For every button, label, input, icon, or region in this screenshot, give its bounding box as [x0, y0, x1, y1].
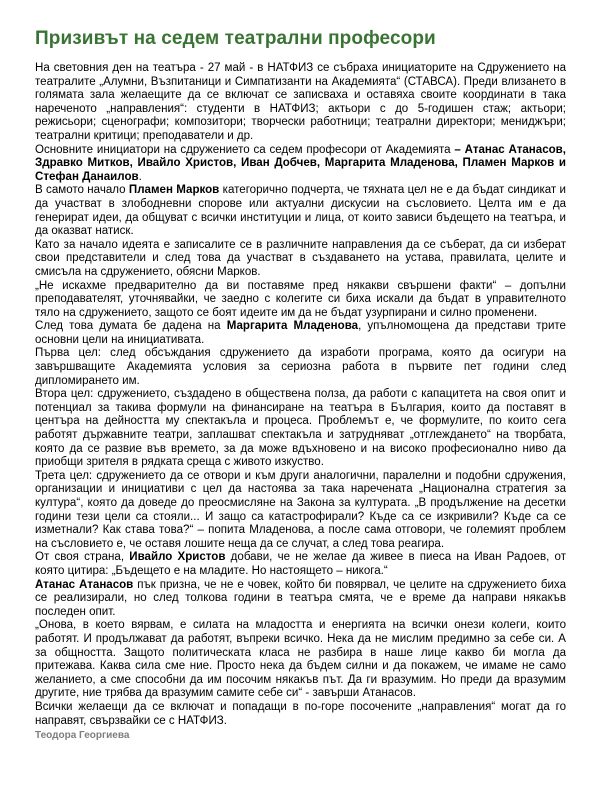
paragraph-text: Като за начало идеята е записалите се в различните направления да се съберат, да си изберат свои представители и след това да участват в създаването на устава, правилата, целите и смисъла на сдружението, обясни Марков.: [35, 238, 566, 278]
paragraph: [35, 579, 566, 620]
bold-name-text: Ивайло Христов: [129, 551, 226, 564]
bold-name-text: Маргарита Младенова: [226, 320, 359, 333]
paragraph: [35, 144, 566, 185]
paragraph: [35, 280, 566, 321]
paragraph-text: В самото начало: [35, 184, 129, 197]
paragraph: [35, 347, 566, 388]
paragraph-text: Всички желаещи да се включат и попадащи в по-горе посочените „направления“ могат да го направят, свързвайки се с НАТФИЗ.: [35, 700, 566, 727]
paragraph: [35, 701, 566, 728]
paragraph: [35, 619, 566, 701]
paragraph: [35, 62, 566, 144]
paragraph-text: От своя страна,: [35, 551, 130, 564]
paragraph: [35, 239, 566, 280]
paragraph-text: Втора цел: сдружението, създадено в обществена полза, да работи с капацитета на своя опит и потенциал за такива формули на финансиране на театъра в България, които да поставят в центъра на дейността му спектакъла и процеса. Проблемът е, че формулите, по които сега работят държавните театри, заплашват спектакъла и затрудняват „отглеждането“ на творбата, която да се развие във времето, за да може вдъхновено и на високо професионално ниво да приобщи зрителя в рядката среща с живото изкуство.: [35, 388, 566, 469]
paragraph-text: .: [138, 170, 142, 183]
paragraph-text: Основните инициатори на сдружението са седем професори от Академията: [35, 143, 455, 156]
paragraph: [35, 470, 566, 552]
bold-name-text: – Атанас Атанасов, Здравко Митков, Ивайло Христов, Иван Добчев, Маргарита Младенова, Пламен Марков и Стефан Данаилов: [35, 143, 566, 183]
paragraph: [35, 388, 566, 470]
bold-name-text: Атанас Атанасов: [35, 578, 134, 591]
paragraph-text: категорично подчерта, че тяхната цел не е да бъдат синдикат и да участват в злободневни спорове или актуални дискусии на съсловието. Целта им е да генерират идеи, да общуват с всички институции и лица, от които зависи бъдещето на театъра, и да оказват натиск.: [35, 184, 567, 238]
paragraph-text: На световния ден на театъра - 27 май - в НАТФИЗ се събраха инициаторите на Сдружението на театралите „Алумни, Възпитаници и Симпатизанти на Академията“ (СТАВСА). Преди влизането в голямата зала желаещите да се включат се записваха и оставяха своите координати в така нареченото „направления“: студенти в НАТФИЗ; актьори с до 5-годишен стаж; актьори; режисьори; сценографи; композитори; творчески работници; театрални директори; мениджъри; театрални критици; преподаватели и др.: [35, 62, 566, 142]
article-title: Призивът на седем театрални професори: [35, 28, 436, 49]
paragraph-text: След това думата бе дадена на: [35, 320, 227, 333]
author-byline: Теодора Георгиева: [35, 730, 130, 742]
paragraph-text: , упълномощена да представи трите основни цели на инициативата.: [35, 320, 566, 346]
paragraph-text: Първа цел: след обсъждания сдружението да изработи програма, която да осигури на завършващите Академията условия за сериозна работа в първите пет години след дипломирането им.: [35, 347, 566, 387]
paragraph: [35, 320, 566, 347]
paragraph-text: пък призна, че не е човек, който би повярвал, че целите на сдружението биха се реализирали, но след толкова години в театъра смята, че е време да направи някакъв последен опит.: [35, 578, 566, 618]
paragraph-text: „Не искахме предварително да ви поставяме пред някакви свършени факти“ – допълни преподавателят, уточнявайки, че заедно с колегите си биха искали да бъдат в управителното тяло на сдружението, защото се боят идеите им да не бъдат узурпирани и силно променени.: [35, 279, 566, 319]
paragraph: [35, 551, 566, 578]
paragraph: [35, 184, 566, 238]
paragraph-text: добави, че не желае да живее в пиеса на Иван Радоев, от която цитира: „Бъдещето е на младите. Но настоящето – никога.“: [35, 551, 567, 577]
bold-name-text: Пламен Марков: [128, 184, 220, 197]
paragraph-text: „Онова, в което вярвам, е силата на младостта и енергията на всички онези колеги, които работят. И продължават да работят, въпреки всичко. Нека да не мислим предимно за себе си. А за общността. Защото политическата класа не разбира в наше лице какво би могла да притежава. Каква сила сме ние. Просто нека да бъдем силни и да покажем, че имаме не само желанието, а сме способни да им посочим някакъв път. Да ги вразумим. Но преди да вразумим другите, ние трябва да вразумим самите себе си“ - завърши Атанасов.: [35, 619, 566, 700]
paragraph-text: Трета цел: сдружението да се отвори и към други аналогични, паралелни и подобни сдружения, организации и инициативи с цел да настоява за така наречената „Национална стратегия за култура“, която да доведе до преосмисляне на Закона за културата. „В продължение на десетки години тези цели са стояли... И защо са катастрофирали? Къде са се изкривили? Къде са се изметнали? Как става това?“ – попита Младенова, а после сама отговори, че големият проблем на съсловието е, че оставя лошите неща да се случат, а след това реагира.: [35, 469, 566, 550]
article-body: [35, 62, 566, 743]
